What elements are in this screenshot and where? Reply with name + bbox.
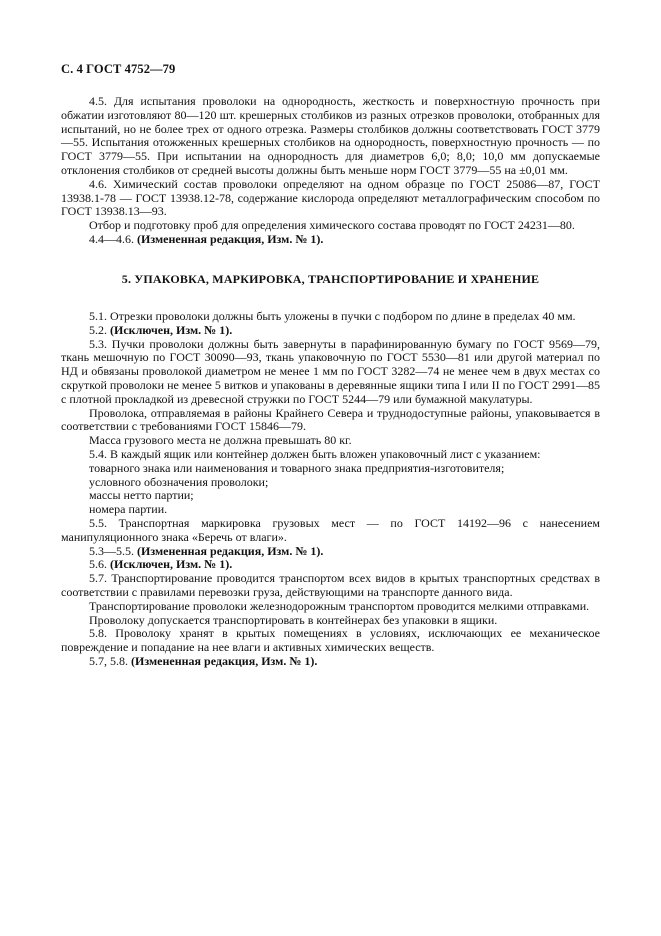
section-title: 5. УПАКОВКА, МАРКИРОВКА, ТРАНСПОРТИРОВАНИЕ И ХРАНЕНИЕ <box>121 272 540 286</box>
paragraph: Проволоку допускается транспортировать в контейнерах без упаковки в ящики. <box>89 612 498 627</box>
paragraph <box>61 655 600 669</box>
page-header: С. 4 ГОСТ 4752—79 <box>61 62 176 76</box>
clause-number: 5.2. <box>89 322 110 337</box>
amendment-note: (Измененная редакция, Изм. № 1). <box>131 653 318 668</box>
paragraph <box>61 558 600 572</box>
clause-number: 5.7, 5.8. <box>89 653 131 668</box>
paragraph: Масса грузового места не должна превышать 80 кг. <box>89 433 352 448</box>
section-4-continued <box>61 95 600 247</box>
clause-number: 5.3—5.5. <box>89 543 137 558</box>
paragraph: Транспортирование проволоки железнодорожным транспортом проводится мелкими отправками. <box>89 598 590 613</box>
amendment-note: (Измененная редакция, Изм. № 1). <box>137 231 324 246</box>
paragraph: 5.5. Транспортная маркировка грузовых мест — по ГОСТ 14192—96 с нанесением манипуляционного знака «Беречь от влаги». <box>61 515 600 544</box>
paragraph: 5.8. Проволоку хранят в крытых помещениях в условиях, исключающих ее механическое повреждение и попадание на нее влаги и активных химических веществ. <box>61 626 600 655</box>
paragraph <box>61 233 600 247</box>
paragraph: условного обозначения проволоки; <box>89 474 269 489</box>
amendment-note: (Исключен, Изм. № 1). <box>110 557 233 572</box>
paragraph <box>61 324 600 338</box>
paragraph: номера партии. <box>89 502 168 517</box>
paragraph: 4.5. Для испытания проволоки на однородность, жесткость и поверхностную прочность при обжатии изготовляют 80—120 шт. крешерных столбиков из разных отрезков проволоки, отобранных для испытаний, но не более трех от одного отрезка. Размеры столбиков должны соответствовать ГОСТ 3779—55. Испытания отожженных крешерных столбиков на однородность, поверхностную прочность — по ГОСТ 3779—55. При испытании на однородность для диаметров 6,0; 8,0; 10,0 мм допускаемые отклонения столбиков от средней высоты должны быть меньше норм ГОСТ 3779—55 на ±0,01 мм. <box>61 94 600 177</box>
paragraph: Отбор и подготовку проб для определения химического состава проводят по ГОСТ 24231—80. <box>89 218 575 233</box>
paragraph: 4.6. Химический состав проволоки определяют на одном образце по ГОСТ 25086—87, ГОСТ 13938.1-78 — ГОСТ 13938.12-78, содержание кислорода определяют металлографическим способом по ГОСТ 13938.13—93. <box>61 176 600 219</box>
paragraph: товарного знака или наименования и товарного знака предприятия-изготовителя; <box>89 460 505 475</box>
paragraph: 5.7. Транспортирование проводится транспортом всех видов в крытых транспортных средствах в соответствии с правилами перевозки груза, действующими на транспорте данного вида. <box>61 571 600 599</box>
paragraph: 5.1. Отрезки проволоки должны быть уложены в пучки с подбором по длине в пределах 40 мм. <box>89 309 576 323</box>
amendment-note: (Исключен, Изм. № 1). <box>110 322 233 337</box>
clause-number: 4.4—4.6. <box>89 231 137 246</box>
paragraph: 5.4. В каждый ящик или контейнер должен быть вложен упаковочный лист с указанием: <box>89 446 541 461</box>
amendment-note: (Измененная редакция, Изм. № 1). <box>137 543 324 558</box>
paragraph: 5.3. Пучки проволоки должны быть завернуты в парафинированную бумагу по ГОСТ 9569—79, ткань мешочную по ГОСТ 30090—93, ткань упаковочную по ГОСТ 5530—81 или другой материал по НД и обвязаны проволокой диаметром не менее 1 мм по ГОСТ 3282—74 не менее чем в двух местах со скруткой проволоки не менее 5 витков и упакованы в деревянные ящики типа I или II по ГОСТ 2991—85 с плотной прокладкой из древесной стружки по ГОСТ 5244—79 или бумажной макулатуры. <box>61 336 600 406</box>
paragraph <box>61 545 600 559</box>
clause-number: 5.6. <box>89 557 110 572</box>
paragraph: Проволока, отправляемая в районы Крайнего Севера и труднодоступные районы, упаковывается в соответствии с требованиями ГОСТ 15846—79. <box>61 405 600 434</box>
section-5-body <box>61 310 600 669</box>
paragraph: массы нетто партии; <box>89 488 194 503</box>
